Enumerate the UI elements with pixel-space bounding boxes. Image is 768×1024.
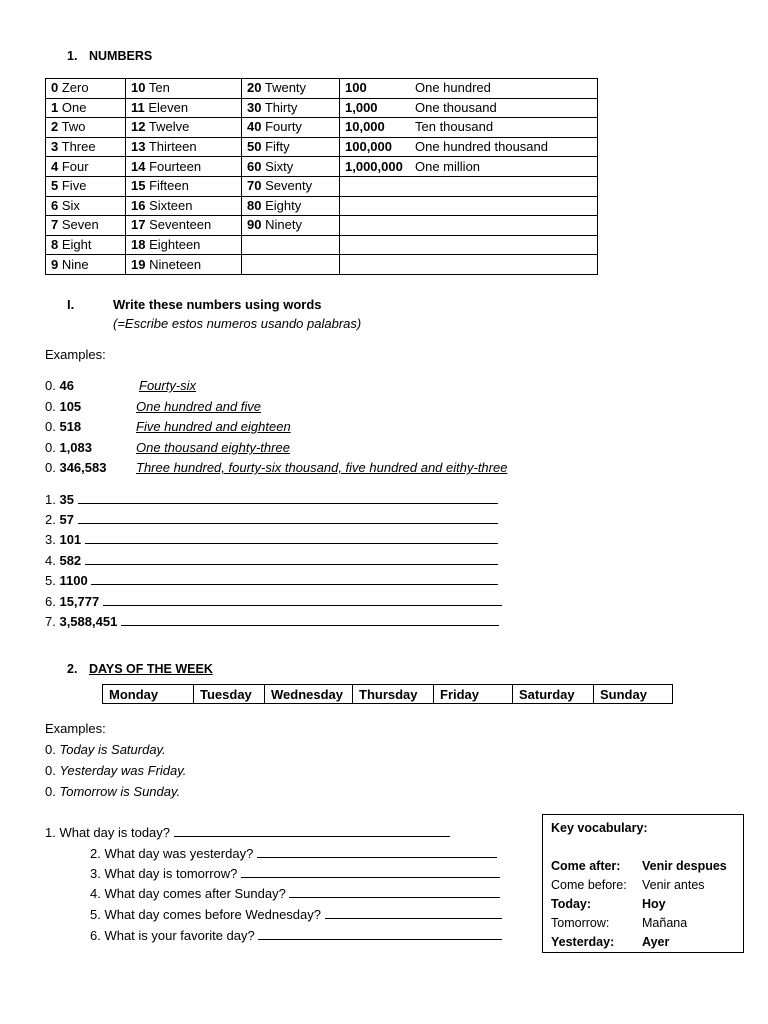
question-row (45, 593, 502, 609)
day-cell-friday: Friday (434, 685, 513, 704)
number-word: One hundred thousand (415, 139, 548, 155)
number-digit: 15 (131, 178, 146, 194)
table-row (46, 176, 598, 196)
number-digit: 70 (247, 178, 262, 194)
example-row (45, 399, 262, 419)
number-digit: 10,000 (345, 119, 385, 135)
example-prefix: 0. (45, 399, 56, 414)
example-number (45, 419, 81, 434)
number-digit: 3 (51, 139, 59, 155)
example-answer: Fourty-six (139, 378, 197, 393)
number-word: Five (61, 178, 87, 194)
question-label (45, 573, 91, 588)
number-word: Twenty (264, 80, 307, 96)
number-digit: 9 (51, 256, 59, 272)
number-word: One (61, 99, 87, 115)
vocab-english: Come before: (551, 878, 627, 892)
table-cell (340, 176, 598, 196)
day-cell-thursday: Thursday (353, 685, 434, 704)
day-question (90, 845, 497, 861)
table-cell (126, 137, 242, 157)
example-value: 46 (59, 378, 74, 393)
question-row (45, 511, 498, 527)
number-digit: 20 (247, 80, 262, 96)
table-cell (46, 176, 126, 196)
number-digit: 40 (247, 119, 262, 135)
vocab-english: Yesterday: (551, 935, 615, 949)
number-word: Thirteen (148, 139, 197, 155)
table-cell (242, 255, 340, 275)
table-cell (242, 235, 340, 255)
table-cell (126, 79, 242, 99)
example-number (45, 399, 81, 414)
number-word: Sixty (265, 158, 294, 174)
question-label (45, 594, 103, 609)
vocab-spanish: Mañana (642, 916, 688, 930)
answer-blank[interactable] (103, 593, 502, 606)
example-number (45, 460, 106, 475)
number-word: Eighteen (149, 237, 201, 253)
example-prefix: 0. (45, 419, 56, 434)
table-row (46, 235, 598, 255)
number-word: Fifteen (149, 178, 189, 194)
table-cell (46, 79, 126, 99)
answer-blank[interactable] (258, 927, 501, 940)
table-cell (340, 157, 598, 177)
section-1-number: 1. (67, 49, 78, 63)
number-digit: 16 (131, 197, 146, 213)
question-row (45, 491, 498, 507)
day-example-prefix: 0. (45, 784, 56, 799)
day-example-text: Today is Saturday. (59, 742, 166, 757)
example-value: 105 (59, 399, 82, 414)
number-word: Ten (148, 80, 170, 96)
question-number: 101 (59, 532, 82, 547)
answer-blank[interactable] (241, 865, 500, 878)
number-digit: 100 (345, 80, 367, 96)
table-cell (242, 79, 340, 99)
answer-blank[interactable] (325, 906, 502, 919)
number-word: One million (415, 158, 481, 174)
question-number: 1100 (59, 573, 88, 588)
table-cell (242, 196, 340, 216)
table-cell (126, 98, 242, 118)
section-2-title: DAYS OF THE WEEK (89, 662, 213, 676)
day-cell-saturday: Saturday (513, 685, 594, 704)
day-question-text: 5. What day comes before Wednesday? (90, 907, 321, 922)
answer-blank[interactable] (78, 511, 498, 524)
example-row (45, 440, 290, 460)
question-prefix: 4. (45, 553, 56, 568)
example-answer: One thousand eighty-three (136, 440, 290, 455)
table-cell (340, 235, 598, 255)
number-word: Six (61, 197, 80, 213)
vocab-row (551, 916, 687, 930)
number-digit: 1,000 (345, 99, 378, 115)
vocab-english: Today: (551, 897, 592, 911)
day-question (90, 865, 500, 881)
answer-blank[interactable] (85, 552, 498, 565)
table-cell (242, 157, 340, 177)
question-prefix: 7. (45, 614, 56, 629)
day-example-prefix: 0. (45, 742, 56, 757)
table-cell (126, 235, 242, 255)
number-word: Fifty (265, 139, 290, 155)
vocab-row (551, 878, 705, 892)
number-digit: 80 (247, 197, 262, 213)
example-answer: Three hundred, fourty-six thousand, five hundred and eithy-three (136, 460, 508, 475)
number-digit: 17 (131, 217, 146, 233)
question-number: 582 (59, 553, 82, 568)
table-cell (242, 98, 340, 118)
number-digit: 90 (247, 217, 262, 233)
table-cell (46, 255, 126, 275)
vocabulary-title: Key vocabulary: (551, 821, 648, 835)
number-digit: 5 (51, 178, 59, 194)
answer-blank[interactable] (257, 845, 497, 858)
number-word: Eleven (148, 99, 189, 115)
example-row (45, 460, 508, 480)
number-digit: 4 (51, 158, 59, 174)
table-cell (242, 137, 340, 157)
day-cell-monday: Monday (103, 685, 194, 704)
number-word: Four (61, 158, 89, 174)
number-word: Nineteen (149, 256, 202, 272)
table-row (46, 79, 598, 99)
number-word: Thirty (264, 99, 298, 115)
question-row (45, 552, 498, 568)
table-cell (340, 98, 598, 118)
number-word: One thousand (415, 99, 497, 115)
number-digit: 12 (131, 119, 146, 135)
vocab-row (551, 859, 727, 873)
table-cell (126, 157, 242, 177)
question-row (45, 613, 499, 629)
table-cell (46, 98, 126, 118)
number-word: Three (61, 139, 96, 155)
vocab-spanish: Venir antes (642, 878, 705, 892)
question-label (45, 614, 121, 629)
days-examples-label: Examples: (45, 721, 106, 736)
section-1-heading (67, 49, 152, 63)
number-digit: 2 (51, 119, 59, 135)
section-2-number: 2. (67, 662, 78, 676)
question-number: 35 (59, 492, 74, 507)
day-cell-tuesday: Tuesday (194, 685, 265, 704)
number-word: Ninety (265, 217, 302, 233)
table-cell (46, 118, 126, 138)
day-question-text: 1. What day is today? (45, 825, 171, 840)
example-answer: One hundred and five (136, 399, 262, 414)
number-word: Eight (61, 237, 92, 253)
table-cell (242, 176, 340, 196)
question-prefix: 3. (45, 532, 56, 547)
table-cell (46, 216, 126, 236)
question-label (45, 492, 78, 507)
numbers-table (45, 78, 598, 275)
number-word: Nine (61, 256, 89, 272)
section-1-title: NUMBERS (89, 49, 153, 63)
number-digit: 0 (51, 80, 59, 96)
table-cell (126, 196, 242, 216)
day-cell-wednesday: Wednesday (265, 685, 353, 704)
day-question (90, 885, 500, 901)
table-cell (340, 118, 598, 138)
number-digit: 13 (131, 139, 146, 155)
table-row (46, 196, 598, 216)
example-prefix: 0. (45, 440, 56, 455)
day-example (45, 742, 166, 757)
number-digit: 8 (51, 237, 59, 253)
table-row (46, 118, 598, 138)
number-digit: 60 (247, 158, 262, 174)
vocab-spanish: Venir despues (642, 859, 727, 873)
day-question-text: 4. What day comes after Sunday? (90, 886, 286, 901)
vocab-english: Tomorrow: (551, 916, 610, 930)
number-word: One hundred (415, 80, 491, 96)
days-table (102, 684, 673, 704)
examples-label: Examples: (45, 347, 106, 362)
section-2-heading (67, 662, 213, 676)
table-cell (126, 255, 242, 275)
question-label (45, 532, 85, 547)
table-cell (126, 216, 242, 236)
day-example (45, 784, 180, 799)
table-cell (340, 79, 598, 99)
table-cell (340, 196, 598, 216)
vocab-english: Come after: (551, 859, 621, 873)
number-word: Seven (61, 217, 99, 233)
day-question-text: 3. What day is tomorrow? (90, 866, 238, 881)
example-number (45, 440, 92, 455)
day-example-text: Yesterday was Friday. (59, 763, 187, 778)
answer-blank[interactable] (121, 613, 499, 626)
table-cell (46, 235, 126, 255)
number-digit: 100,000 (345, 139, 392, 155)
example-number (45, 378, 74, 393)
day-example (45, 763, 186, 778)
number-word: Fourty (265, 119, 302, 135)
number-digit: 30 (247, 99, 262, 115)
example-prefix: 0. (45, 460, 56, 475)
day-question (90, 906, 502, 922)
example-value: 1,083 (59, 440, 93, 455)
table-row (46, 216, 598, 236)
question-prefix: 1. (45, 492, 56, 507)
question-row (45, 572, 498, 588)
question-prefix: 2. (45, 512, 56, 527)
number-digit: 18 (131, 237, 146, 253)
day-question (45, 824, 450, 840)
table-cell (126, 176, 242, 196)
table-cell (46, 137, 126, 157)
table-cell (46, 157, 126, 177)
number-digit: 1,000,000 (345, 158, 403, 174)
number-digit: 1 (51, 99, 59, 115)
table-row (46, 255, 598, 275)
vocab-spanish: Ayer (642, 935, 670, 949)
number-digit: 6 (51, 197, 59, 213)
vocab-spanish: Hoy (642, 897, 666, 911)
number-digit: 7 (51, 217, 59, 233)
vocab-row (551, 897, 666, 911)
question-number: 15,777 (59, 594, 100, 609)
question-number: 3,588,451 (59, 614, 118, 629)
example-prefix: 0. (45, 378, 56, 393)
number-word: Ten thousand (415, 119, 494, 135)
number-word: Two (61, 119, 86, 135)
exercise-1-roman: I. (67, 297, 75, 312)
example-value: 518 (59, 419, 82, 434)
table-cell (126, 118, 242, 138)
table-row (46, 98, 598, 118)
question-prefix: 6. (45, 594, 56, 609)
table-cell (340, 216, 598, 236)
exercise-1-title: Write these numbers using words (113, 297, 322, 312)
number-word: Zero (61, 80, 89, 96)
example-value: 346,583 (59, 460, 107, 475)
number-word: Fourteen (149, 158, 202, 174)
table-cell (340, 255, 598, 275)
number-word: Eighty (265, 197, 302, 213)
answer-blank[interactable] (78, 491, 498, 504)
exercise-1-subtitle: (=Escribe estos numeros usando palabras) (113, 316, 362, 331)
answer-blank[interactable] (289, 885, 499, 898)
table-cell (242, 216, 340, 236)
question-label (45, 553, 85, 568)
question-number: 57 (59, 512, 74, 527)
day-question-text: 6. What is your favorite day? (90, 928, 255, 943)
table-row (46, 137, 598, 157)
number-word: Seventy (265, 178, 313, 194)
day-question (90, 927, 502, 943)
day-example-prefix: 0. (45, 763, 56, 778)
number-word: Sixteen (149, 197, 193, 213)
answer-blank[interactable] (91, 572, 498, 585)
table-cell (242, 118, 340, 138)
number-digit: 19 (131, 256, 146, 272)
example-row (45, 419, 291, 439)
question-label (45, 512, 78, 527)
number-digit: 10 (131, 80, 146, 96)
example-answer: Five hundred and eighteen (136, 419, 291, 434)
number-digit: 50 (247, 139, 262, 155)
example-row (45, 378, 197, 398)
answer-blank[interactable] (174, 824, 450, 837)
number-word: Twelve (148, 119, 190, 135)
question-prefix: 5. (45, 573, 56, 588)
number-digit: 11 (131, 99, 145, 115)
answer-blank[interactable] (85, 531, 498, 544)
day-example-text: Tomorrow is Sunday. (59, 784, 181, 799)
table-row (46, 157, 598, 177)
table-cell (340, 137, 598, 157)
vocabulary-box (542, 814, 744, 953)
number-word: Seventeen (149, 217, 212, 233)
table-cell (46, 196, 126, 216)
day-question-text: 2. What day was yesterday? (90, 846, 254, 861)
number-digit: 14 (131, 158, 146, 174)
day-cell-sunday: Sunday (594, 685, 673, 704)
vocab-row (551, 935, 669, 949)
question-row (45, 531, 498, 547)
